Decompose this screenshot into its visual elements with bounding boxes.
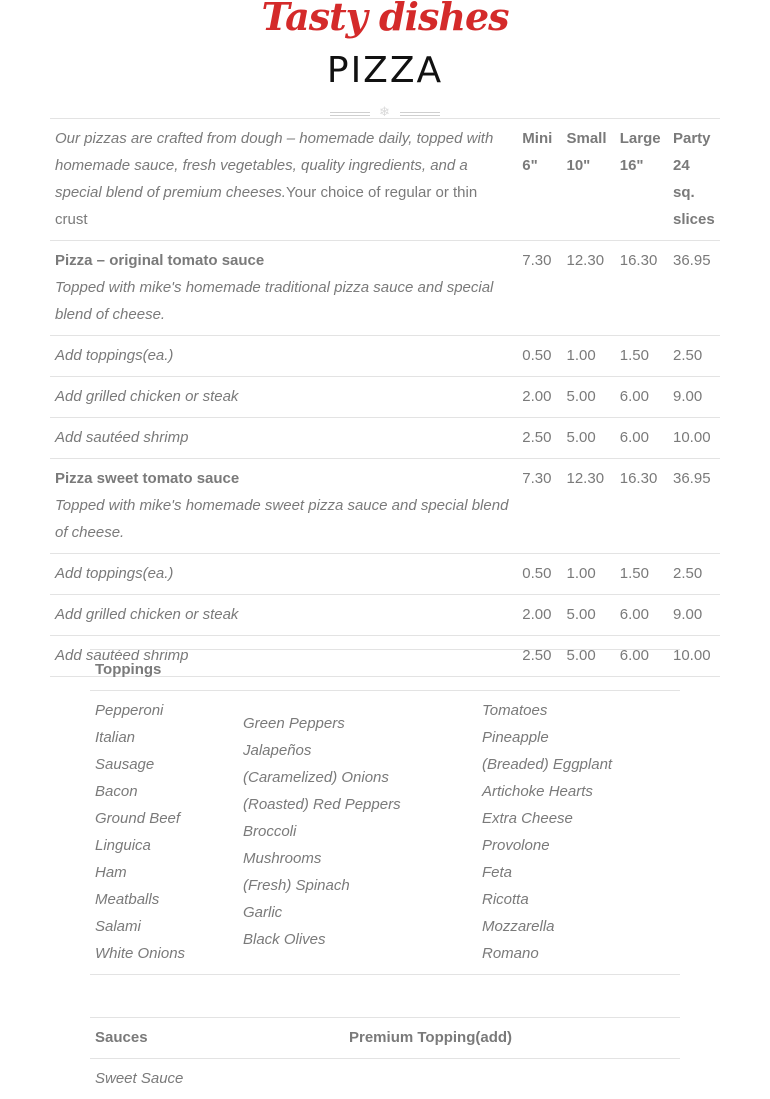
price: 36.95	[668, 241, 720, 336]
price: 6.00	[615, 636, 668, 677]
list-item: (Breaded) Eggplant	[482, 751, 675, 778]
price: 9.00	[668, 377, 720, 418]
table-header-row	[50, 119, 720, 241]
table-row	[50, 418, 720, 459]
toppings-column-meats	[90, 691, 238, 975]
item-name: Add toppings(ea.)	[50, 554, 517, 595]
item-description: Topped with mike's homemade traditional pizza sauce and special blend of cheese.	[55, 274, 512, 328]
snowflake-icon: ❄	[379, 104, 390, 120]
list-item: Linguica	[95, 832, 233, 859]
table-row	[50, 377, 720, 418]
toppings-column-cheeses	[477, 691, 680, 975]
price: 6.00	[615, 377, 668, 418]
premium-topping-heading: Premium Topping(add)	[344, 1018, 680, 1059]
list-item: (Roasted) Red Peppers	[243, 791, 472, 818]
list-item: Provolone	[482, 832, 675, 859]
price: 5.00	[562, 636, 615, 677]
price: 7.30	[517, 459, 561, 554]
price: 5.00	[562, 595, 615, 636]
item-name: Add grilled chicken or steak	[50, 377, 517, 418]
price: 2.50	[517, 418, 561, 459]
list-item: Black Olives	[243, 926, 472, 953]
price: 12.30	[562, 241, 615, 336]
price: 2.00	[517, 595, 561, 636]
toppings-table	[90, 649, 680, 975]
size-header-large: Large 16"	[615, 119, 668, 241]
item-name: Add grilled chicken or steak	[50, 595, 517, 636]
list-item: Romano	[482, 940, 675, 967]
list-item: Green Peppers	[243, 710, 472, 737]
sauces-table	[90, 1017, 680, 1099]
price: 36.95	[668, 459, 720, 554]
list-item: Sweet Sauce	[90, 1059, 344, 1099]
price: 1.50	[615, 554, 668, 595]
size-header-mini: Mini 6"	[517, 119, 561, 241]
table-row	[50, 554, 720, 595]
size-header-party: Party 24 sq. slices	[668, 119, 720, 241]
list-item: Bacon	[95, 778, 233, 805]
item-description: Topped with mike's homemade sweet pizza sauce and special blend of cheese.	[55, 492, 512, 546]
item-name: Add sautéed shrimp	[50, 418, 517, 459]
table-row	[50, 459, 720, 554]
price: 0.50	[517, 336, 561, 377]
item-name: Add sautéed shrimp	[50, 636, 517, 677]
list-item: Pepperoni	[95, 697, 233, 724]
list-item: Ground Beef	[95, 805, 233, 832]
price: 2.50	[668, 554, 720, 595]
size-header-small: Small 10"	[562, 119, 615, 241]
page-title: PIZZA	[0, 50, 770, 91]
list-item: Feta	[482, 859, 675, 886]
list-item: Extra Cheese	[482, 805, 675, 832]
sauces-heading: Sauces	[90, 1018, 344, 1059]
price: 0.50	[517, 554, 561, 595]
price: 12.30	[562, 459, 615, 554]
list-item: Meatballs	[95, 886, 233, 913]
list-item: Pineapple	[482, 724, 675, 751]
price: 5.00	[562, 418, 615, 459]
price: 16.30	[615, 241, 668, 336]
list-item: Ham	[95, 859, 233, 886]
price: 2.50	[668, 336, 720, 377]
price: 6.00	[615, 418, 668, 459]
pizza-price-table	[50, 118, 720, 677]
price: 1.00	[562, 336, 615, 377]
price: 2.50	[517, 636, 561, 677]
table-row	[50, 595, 720, 636]
price: 1.50	[615, 336, 668, 377]
price: 6.00	[615, 595, 668, 636]
price: 2.00	[517, 377, 561, 418]
table-row	[50, 241, 720, 336]
list-item: (Caramelized) Onions	[243, 764, 472, 791]
list-item: Italian	[95, 724, 233, 751]
price: 16.30	[615, 459, 668, 554]
list-item: Jalapeños	[243, 737, 472, 764]
price: 7.30	[517, 241, 561, 336]
price: 1.00	[562, 554, 615, 595]
intro-text: Our pizzas are crafted from dough – homemade daily, topped with homemade sauce, fresh vegetables, quality ingredients, and a special blend of premium cheeses.Your choice of regular or thin crust	[50, 119, 517, 241]
table-row	[50, 336, 720, 377]
list-item: Salami	[95, 913, 233, 940]
item-name: Add toppings(ea.)	[50, 336, 517, 377]
price: 9.00	[668, 595, 720, 636]
list-item: Tomatoes	[482, 697, 675, 724]
list-item: Broccoli	[243, 818, 472, 845]
list-item: (Fresh) Spinach	[243, 872, 472, 899]
list-item: Garlic	[243, 899, 472, 926]
script-title: Tasty dishes	[0, 0, 770, 39]
list-item: Ricotta	[482, 886, 675, 913]
toppings-heading: Toppings	[90, 650, 680, 691]
toppings-column-vegetables	[238, 691, 477, 975]
price: 10.00	[668, 418, 720, 459]
item-name: Pizza sweet tomato sauce	[55, 465, 512, 492]
list-item: Artichoke Hearts	[482, 778, 675, 805]
price: 5.00	[562, 377, 615, 418]
item-name: Pizza – original tomato sauce	[55, 247, 512, 274]
list-item: Sausage	[95, 751, 233, 778]
price: 10.00	[668, 636, 720, 677]
list-item: White Onions	[95, 940, 233, 967]
list-item: Mushrooms	[243, 845, 472, 872]
list-item: Mozzarella	[482, 913, 675, 940]
